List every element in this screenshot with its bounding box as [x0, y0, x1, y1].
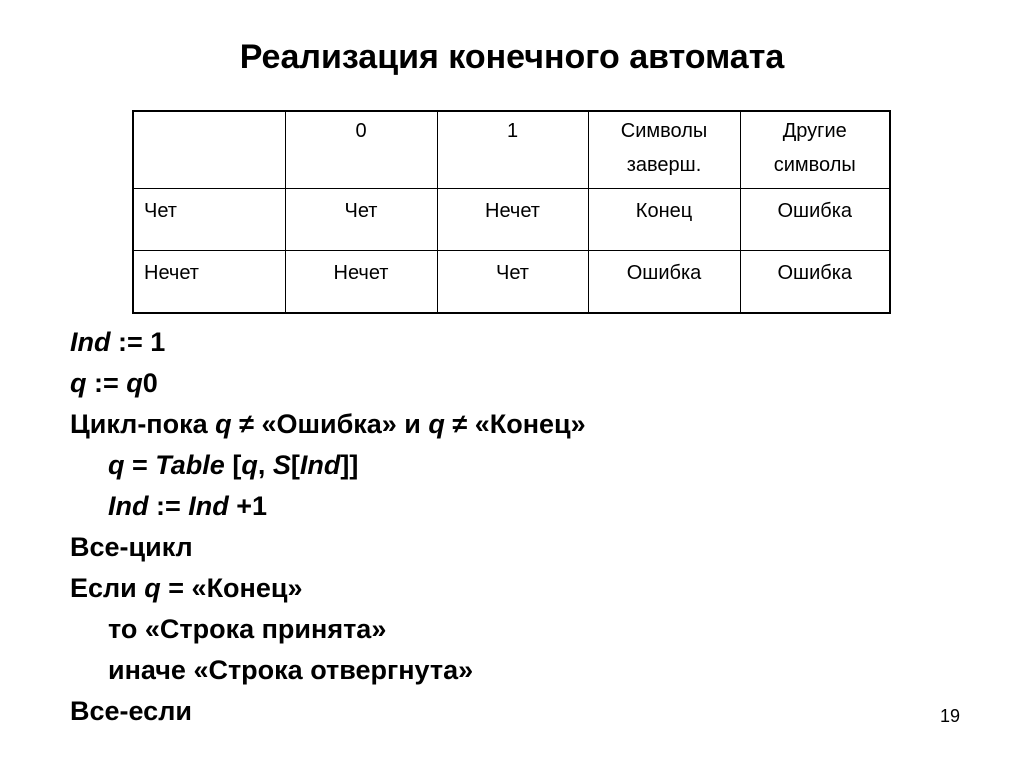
- code-line-6: Все-цикл: [70, 532, 193, 562]
- code-text: :=: [86, 368, 127, 398]
- table-header-0: 0: [285, 111, 437, 189]
- code-text: ]]: [340, 450, 359, 480]
- code-text: := 1: [110, 327, 166, 357]
- code-variable: q: [241, 450, 258, 480]
- state-label: Чет: [133, 189, 285, 251]
- code-variable: q: [126, 368, 143, 398]
- table-header-1: 1: [437, 111, 588, 189]
- code-variable: q: [108, 450, 125, 480]
- table-header-corner: [133, 111, 285, 189]
- state-label: Нечет: [133, 251, 285, 314]
- code-line-10: Все-если: [70, 696, 192, 726]
- table-cell: Ошибка: [740, 189, 890, 251]
- code-text: ≠ «Конец»: [444, 409, 586, 439]
- table-row: [133, 189, 890, 251]
- transition-table: [132, 110, 891, 314]
- table-header-row: [133, 111, 890, 189]
- code-line-7: [70, 568, 586, 609]
- code-text: [: [224, 450, 242, 480]
- code-line-5: [70, 486, 586, 527]
- code-text: ≠ «Ошибка» и: [231, 409, 429, 439]
- code-keyword: Если: [70, 573, 145, 603]
- code-variable: q: [70, 368, 87, 398]
- code-line-8: то «Строка принята»: [108, 614, 387, 644]
- code-text: [: [290, 450, 300, 480]
- code-text: ,: [257, 450, 273, 480]
- header-line: Другие: [782, 120, 847, 142]
- table-header-terminators: [588, 111, 740, 189]
- code-variable: Ind: [299, 450, 341, 480]
- header-line: Символы: [620, 120, 708, 142]
- table-cell: Нечет: [285, 251, 437, 314]
- code-variable: q: [428, 409, 445, 439]
- pseudocode-block: [70, 322, 586, 732]
- table-cell: Ошибка: [740, 251, 890, 314]
- code-variable: Ind: [188, 491, 229, 521]
- table-cell: Чет: [437, 251, 588, 314]
- code-line-9: иначе «Строка отвергнута»: [108, 655, 474, 685]
- header-line: заверш.: [626, 154, 702, 176]
- code-text: =: [124, 450, 156, 480]
- table-cell: Ошибка: [588, 251, 740, 314]
- header-line: символы: [773, 154, 856, 176]
- code-variable: q: [215, 409, 232, 439]
- table-cell: Чет: [285, 189, 437, 251]
- code-keyword: Цикл-пока: [70, 409, 216, 439]
- code-variable: q: [144, 573, 161, 603]
- code-line-1: [70, 322, 586, 363]
- code-line-2: [70, 363, 586, 404]
- page-number: 19: [940, 706, 961, 726]
- table-cell: Конец: [588, 189, 740, 251]
- table-header-other: [740, 111, 890, 189]
- code-variable: Ind: [70, 327, 111, 357]
- code-line-3: [70, 404, 586, 445]
- slide-title: Реализация конечного автомата: [239, 38, 785, 76]
- code-variable: S: [272, 450, 291, 480]
- code-text: :=: [148, 491, 189, 521]
- table-cell: Нечет: [437, 189, 588, 251]
- code-line-4: [70, 445, 586, 486]
- code-variable: Ind: [108, 491, 149, 521]
- code-text: = «Конец»: [160, 573, 303, 603]
- code-variable: Table: [155, 450, 225, 480]
- table-row: [133, 251, 890, 314]
- code-text: +1: [228, 491, 268, 521]
- code-text: 0: [142, 368, 158, 398]
